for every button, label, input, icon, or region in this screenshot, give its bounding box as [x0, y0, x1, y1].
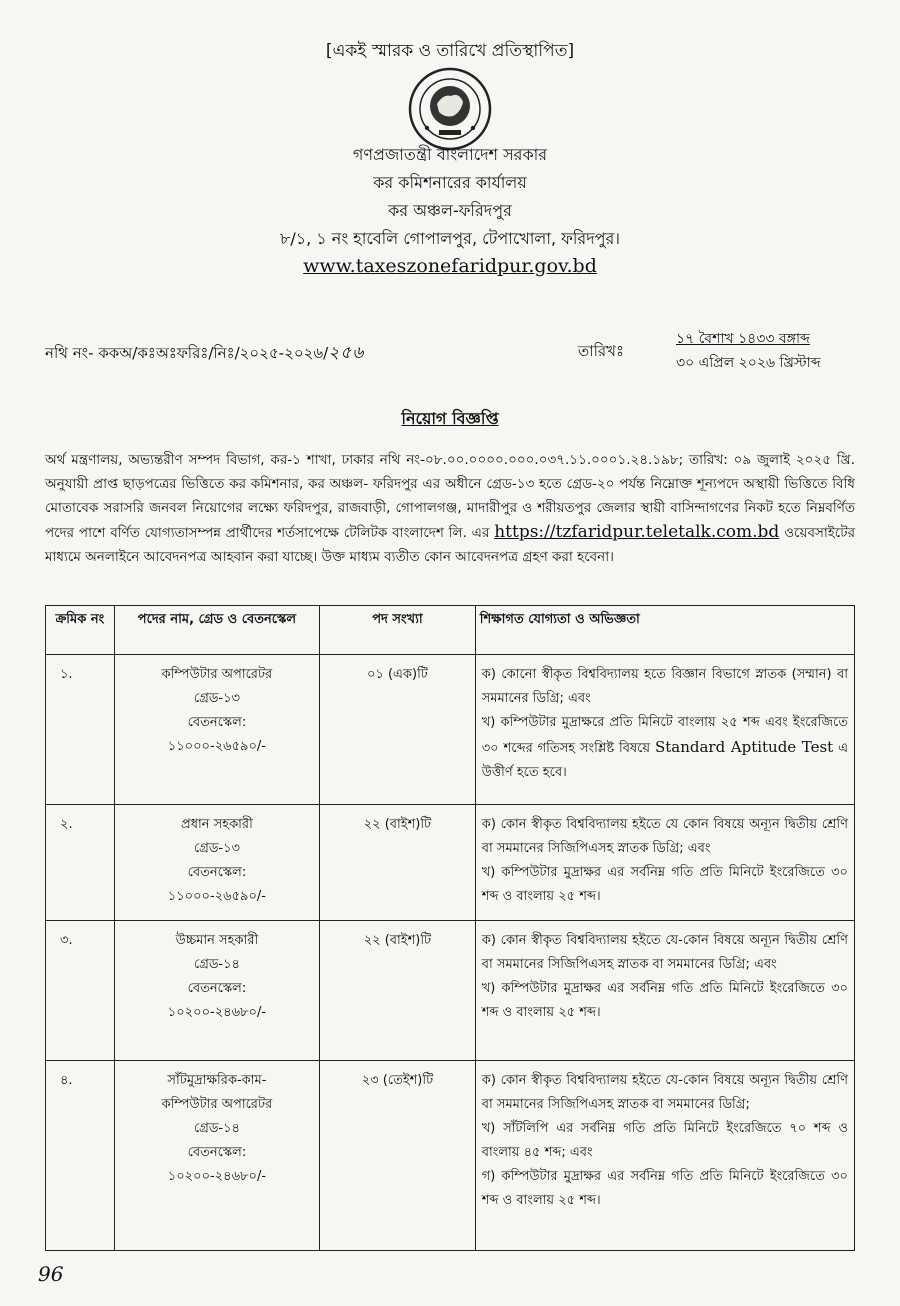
post-name-line2: কম্পিউটার অপারেটর — [161, 1097, 273, 1112]
row-post — [114, 655, 319, 805]
row-qualification — [475, 1061, 854, 1251]
table-row — [46, 805, 855, 921]
qual-b: খ) কম্পিউটার মুদ্রাক্ষরে প্রতি মিনিটে বাংলায় ২৫ শব্দ এবং ইংরেজিতে ৩০ শব্দের গতিসহ সংশ্লিষ্ট বিষয়ে Standard Aptitude Test এ উত্তীর্ণ হতে হবে। — [481, 715, 848, 780]
post-name: সাঁটমুদ্রাক্ষরিক-কাম- — [167, 1073, 267, 1088]
memo-number-handwritten: ২৫৬ — [328, 343, 365, 363]
replaced-note: [একই স্মারক ও তারিখে প্রতিস্থাপিত] — [325, 41, 575, 61]
table-header-row — [46, 606, 855, 655]
notice-intro — [45, 448, 855, 569]
qual-b: খ) কম্পিউটার মুদ্রাক্ষর এর সর্বনিম্ন গতি প্রতি মিনিটে ইংরেজিতে ৩০ শব্দ ও বাংলায় ২৫ শব্দ। — [481, 981, 848, 1020]
table-row — [46, 655, 855, 805]
apply-link[interactable]: https://tzfaridpur.teletalk.com.bd — [494, 522, 780, 542]
memo-number-prefix: নথি নং- ককঅ/কঃঅঃফরিঃ/নিঃ/২০২৫-২০২৬/ — [45, 344, 329, 362]
intro-text-after: ওয়েবসাইটের মাধ্যমে অনলাইনে আবেদনপত্র আহবান করা যাচ্ছে। উক্ত মাধ্যম ব্যতীত কোন আবেদনপত্র গ্রহণ করা হবেনা। — [45, 525, 856, 565]
page-number: 96 — [38, 1262, 64, 1286]
date-english: ৩০ এপ্রিল ২০২৬ খ্রিস্টাব্দ — [676, 355, 821, 371]
row-count: ২২ (বাইশ)টি — [320, 805, 476, 921]
post-grade: গ্রেড-১৪ — [193, 1121, 240, 1136]
government-seal-icon — [407, 66, 493, 152]
intro-text-before: অর্থ মন্ত্রণালয়, অভ্যন্তরীণ সম্পদ বিভাগ, কর-১ শাখা, ঢাকার নথি নং-০৮.০০.০০০০.০০০.০৩৭.১১.০০০১.২৪.১৯৮; তারিখ: ০৯ জুলাই ২০২৫ খ্রি. অনুযায়ী প্রাপ্ত ছাড়পত্রের ভিত্তিতে কর কমিশনার, কর অঞ্চল- ফরিদপুর এর অধীনে গ্রেড-১৩ হতে গ্রেড-২০ পর্যন্ত নিম্নোক্ত শূন্যপদে অস্থায়ী ভিত্তিতে বিধি মোতাবেক সরাসরি জনবল নিয়োগের লক্ষ্যে ফরিদপুর, রাজবাড়ী, গোপালগঞ্জ, মাদারীপুর ও শরীয়তপুর জেলার স্থায়ী বাসিন্দাগণের নিকট হতে নিম্নবর্ণিত পদের পাশে বর্ণিত যোগ্যতাসম্পন্ন প্রার্থীদের শর্তসাপেক্ষে টেলিটক বাংলাদেশ লি. এর — [45, 452, 855, 541]
qual-a: ক) কোন স্বীকৃত বিশ্ববিদ্যালয় হইতে যে কোন বিষয়ে অন্যূন দ্বিতীয় শ্রেণি বা সমমানের সিজিপিএসহ স্নাতক ডিগ্রি; এবং — [481, 817, 848, 856]
row-count: ২৩ (তেইশ)টি — [320, 1061, 476, 1251]
header-serial: ক্রমিক নং — [46, 606, 115, 655]
header-line-government: গণপ্রজাতন্ত্রী বাংলাদেশ সরকার — [352, 145, 548, 164]
post-name: উচ্চমান সহকারী — [175, 933, 259, 948]
row-serial: ৩. — [46, 921, 115, 1061]
date-label: তারিখঃ — [578, 342, 624, 360]
vacancy-table — [45, 605, 855, 1251]
row-serial: ১. — [46, 655, 115, 805]
header-count: পদ সংখ্যা — [320, 606, 476, 655]
date-bangla: ১৭ বৈশাখ ১৪৩৩ বঙ্গাব্দ — [676, 331, 810, 347]
qual-b-english: Standard Aptitude Test — [654, 738, 834, 756]
row-qualification — [475, 921, 854, 1061]
table-row — [46, 1061, 855, 1251]
qual-b: খ) সাঁটলিপি এর সর্বনিম্ন গতি প্রতি মিনিটে ইংরেজিতে ৭০ শব্দ ও বাংলায় ৪৫ শব্দ; এবং — [481, 1121, 848, 1160]
qual-b: খ) কম্পিউটার মুদ্রাক্ষর এর সর্বনিম্ন গতি প্রতি মিনিটে ইংরেজিতে ৩০ শব্দ ও বাংলায় ২৫ শব্দ। — [481, 865, 848, 904]
header-post: পদের নাম, গ্রেড ও বেতনস্কেল — [114, 606, 319, 655]
post-scale-label: বেতনস্কেল: — [187, 1145, 247, 1160]
header-website-link[interactable]: www.taxeszonefaridpur.gov.bd — [303, 255, 597, 277]
row-post — [114, 1061, 319, 1251]
row-qualification — [475, 805, 854, 921]
qual-c: গ) কম্পিউটার মুদ্রাক্ষর এর সর্বনিম্ন গতি প্রতি মিনিটে ইংরেজিতে ৩০ শব্দ ও বাংলায় ২৫ শব্দ। — [481, 1169, 848, 1208]
post-grade: গ্রেড-১৪ — [193, 957, 240, 972]
post-name: কম্পিউটার অপারেটর — [161, 667, 273, 682]
post-name: প্রধান সহকারী — [181, 817, 253, 832]
row-serial: ৪. — [46, 1061, 115, 1251]
row-serial: ২. — [46, 805, 115, 921]
post-scale-label: বেতনস্কেল: — [187, 865, 247, 880]
row-post — [114, 921, 319, 1061]
row-post — [114, 805, 319, 921]
post-grade: গ্রেড-১৩ — [193, 691, 240, 706]
header-line-address: ৮/১, ১ নং হাবেলি গোপালপুর, টেপাখোলা, ফরিদপুর। — [279, 229, 621, 248]
post-scale: ১০২০০-২৪৬৮০/- — [167, 1169, 267, 1184]
row-qualification — [475, 655, 854, 805]
memo-number — [45, 340, 364, 368]
post-scale-label: বেতনস্কেল: — [187, 981, 247, 996]
table-row — [46, 921, 855, 1061]
post-scale: ১০২০০-২৪৬৮০/- — [167, 1005, 267, 1020]
header-line-zone: কর অঞ্চল-ফরিদপুর — [388, 201, 512, 220]
notice-title: নিয়োগ বিজ্ঞপ্তি — [401, 409, 499, 428]
qual-a: ক) কোনো স্বীকৃত বিশ্ববিদ্যালয় হতে বিজ্ঞান বিভাগে স্নাতক (সম্মান) বা সমমানের ডিগ্রি; এবং — [481, 667, 848, 706]
post-scale: ১১০০০-২৬৫৯০/- — [167, 889, 267, 904]
row-count: ০১ (এক)টি — [320, 655, 476, 805]
qual-a: ক) কোন স্বীকৃত বিশ্ববিদ্যালয় হইতে যে-কোন বিষয়ে অন্যূন দ্বিতীয় শ্রেণি বা সমমানের সিজিপিএসহ স্নাতক বা সমমানের ডিগ্রি; এবং — [481, 933, 848, 972]
header-qualification: শিক্ষাগত যোগ্যতা ও অভিজ্ঞতা — [475, 606, 854, 655]
row-count: ২২ (বাইশ)টি — [320, 921, 476, 1061]
post-scale-label: বেতনস্কেল: — [187, 715, 247, 730]
date-block — [676, 327, 821, 375]
header-line-office: কর কমিশনারের কার্যালয় — [373, 173, 527, 192]
post-scale: ১১০০০-২৬৫৯০/- — [167, 739, 267, 754]
post-grade: গ্রেড-১৩ — [193, 841, 240, 856]
qual-a: ক) কোন স্বীকৃত বিশ্ববিদ্যালয় হইতে যে-কোন বিষয়ে অন্যূন দ্বিতীয় শ্রেণি বা সমমানের সিজিপিএসহ স্নাতক বা সমমানের ডিগ্রি; — [481, 1073, 848, 1112]
